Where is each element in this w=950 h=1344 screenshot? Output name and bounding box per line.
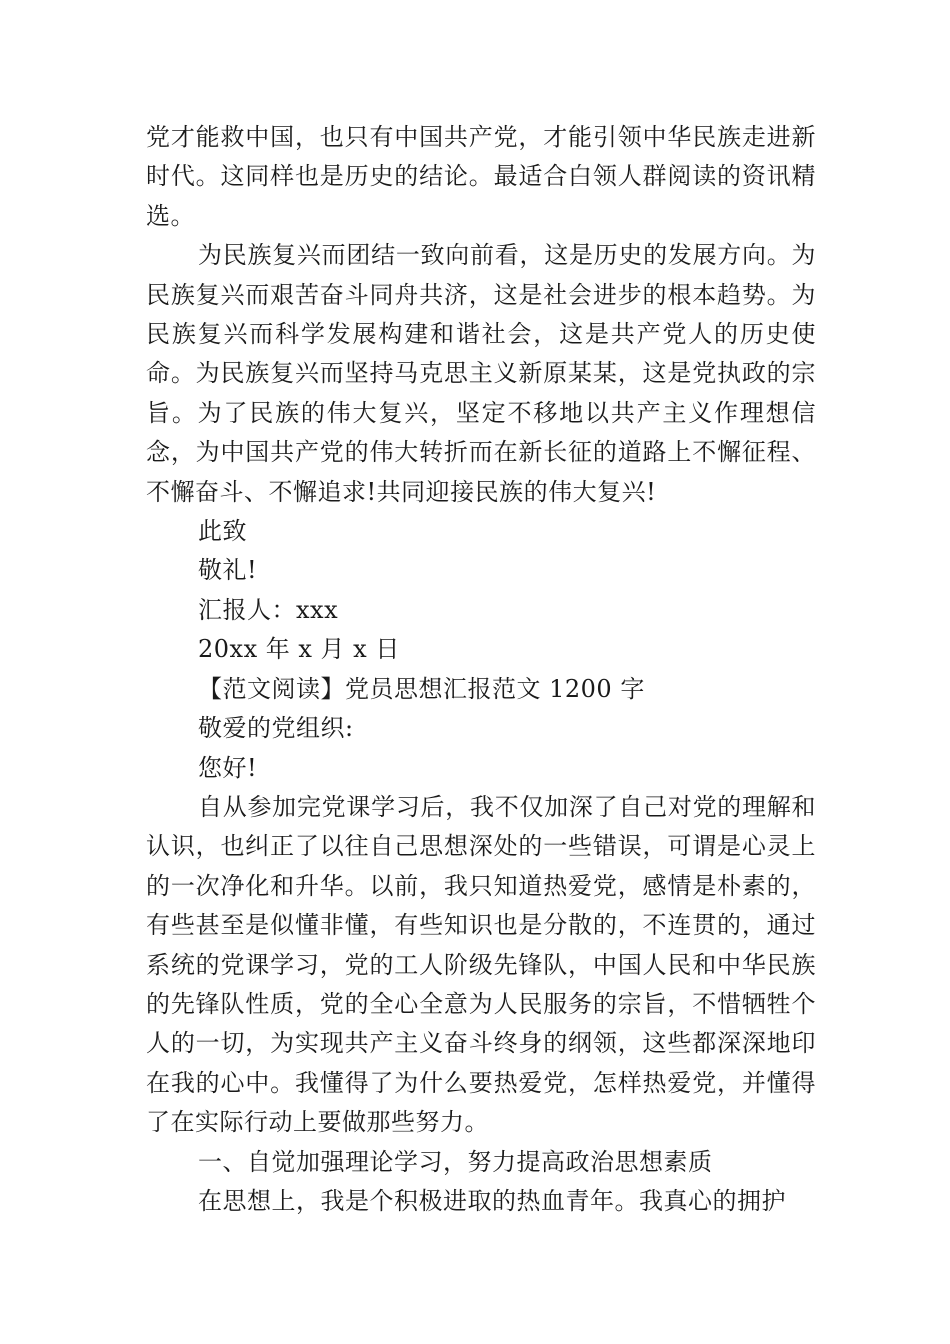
letter-greeting: 您好!	[198, 753, 258, 782]
section-heading-theory-study: 一、自觉加强理论学习，努力提高政治思想素质	[198, 1147, 713, 1176]
sample-heading: 【范文阅读】党员思想汇报范文 1200 字	[198, 674, 645, 703]
paragraph-conclusion: 党才能救中国，也只有中国共产党，才能引领中华民族走进新时代。这同样也是历史的结论。最适合白领人群阅读的资讯精选。	[146, 123, 816, 230]
document-body	[146, 118, 816, 1221]
paragraph-party-course: 自从参加完党课学习后，我不仅加深了自己对党的理解和认识，也纠正了以往自己思想深处的一些错误，可谓是心灵上的一次净化和升华。以前，我只知道热爱党，感情是朴素的，有些甚至是似懂非懂，有些知识也是分散的，不连贯的，通过系统的党课学习，党的工人阶级先锋队，中国人民和中华民族的先锋队性质，党的全心全意为人民服务的宗旨，不惜牺牲个人的一切，为实现共产主义奋斗终身的纲领，这些都深深地印在我的心中。我懂得了为什么要热爱党，怎样热爱党，并懂得了在实际行动上要做那些努力。	[146, 792, 816, 1137]
closing-salutation: 此致	[198, 517, 247, 546]
letter-addressee: 敬爱的党组织:	[198, 714, 354, 743]
paragraph-thought: 在思想上，我是个积极进取的热血青年。我真心的拥护	[198, 1186, 786, 1215]
paragraph-national-rejuvenation: 为民族复兴而团结一致向前看，这是历史的发展方向。为民族复兴而艰苦奋斗同舟共济，这是社会进步的根本趋势。为民族复兴而科学发展构建和谐社会，这是共产党人的历史使命。为民族复兴而坚持马克思主义新原某某，这是党执政的宗旨。为了民族的伟大复兴，坚定不移地以共产主义作理想信念，为中国共产党的伟大转折而在新长征的道路上不懈征程、不懈奋斗、不懈追求!共同迎接民族的伟大复兴!	[146, 241, 816, 506]
date-line: 20xx 年 x 月 x 日	[198, 635, 400, 664]
reporter-line: 汇报人：xxx	[198, 595, 339, 624]
closing-regards: 敬礼!	[198, 556, 258, 585]
